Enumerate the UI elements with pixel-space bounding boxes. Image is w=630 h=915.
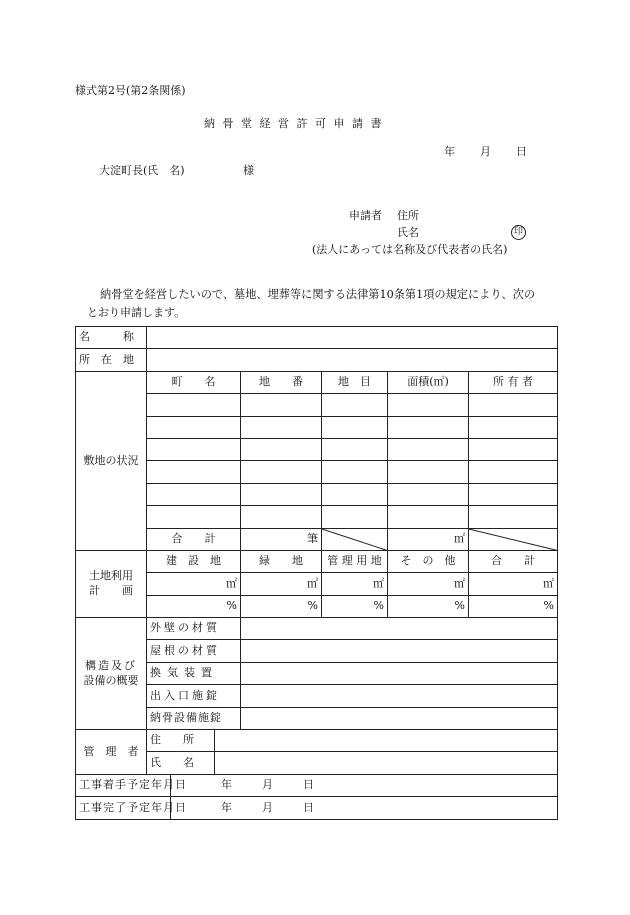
site-lot-cell[interactable] [241, 394, 322, 416]
structure-label-line-1: 構造及び [85, 658, 137, 672]
site-area-cell[interactable] [388, 394, 469, 416]
end-month: 月 [262, 800, 273, 814]
land-use-area-cell[interactable] [147, 573, 241, 595]
corporate-note: (法人にあっては名称及び代表者の氏名) [312, 243, 508, 256]
seal-mark [511, 225, 526, 240]
application-form-table [75, 326, 558, 820]
site-row [76, 483, 558, 505]
site-town-cell[interactable] [147, 506, 241, 528]
percent-unit: % [543, 599, 554, 613]
honorific: 様 [243, 164, 254, 177]
seal-icon: 印 [511, 225, 526, 240]
site-area-cell[interactable] [388, 461, 469, 483]
site-total-row [76, 528, 558, 550]
site-row [76, 416, 558, 438]
structure-item-label: 出入口施錠 [147, 685, 241, 707]
structure-label-line-2: 設備の概要 [83, 673, 139, 687]
site-town-cell[interactable] [147, 461, 241, 483]
land-use-header-green: 緑 地 [241, 550, 322, 572]
site-area-cell[interactable] [388, 416, 469, 438]
land-use-label-line-1: 土地利用 [89, 569, 133, 583]
land-use-area-cell[interactable] [241, 573, 322, 595]
land-use-percent-row [76, 595, 558, 617]
structure-item-field[interactable] [241, 662, 558, 684]
date-day: 日 [516, 145, 527, 158]
structure-item-label: 納骨設備施錠 [147, 707, 241, 729]
site-owner-cell[interactable] [469, 394, 558, 416]
land-use-area-row [76, 573, 558, 595]
site-owner-cell[interactable] [469, 438, 558, 460]
structure-item-label: 換気装置 [147, 662, 241, 684]
body-text-line-1: 納骨堂を経営したいので、墓地、埋葬等に関する法律第10条第1項の規定により、次の [100, 288, 536, 301]
site-area-cell[interactable] [388, 483, 469, 505]
structure-label [76, 618, 147, 730]
site-label: 敷地の状況 [76, 371, 147, 550]
site-row [76, 506, 558, 528]
site-area-cell[interactable] [388, 506, 469, 528]
start-year: 年 [221, 778, 232, 792]
land-use-header-total: 合 計 [469, 550, 558, 572]
land-use-area-cell[interactable] [469, 573, 558, 595]
site-total-label: 合 計 [147, 528, 241, 550]
manager-address-field[interactable] [215, 730, 558, 752]
site-category-cell[interactable] [322, 461, 388, 483]
structure-item-field[interactable] [241, 618, 558, 640]
site-lot-cell[interactable] [241, 483, 322, 505]
site-town-cell[interactable] [147, 483, 241, 505]
land-use-label-line-2: 計 画 [89, 583, 133, 597]
site-lot-cell[interactable] [241, 438, 322, 460]
land-use-header-management: 管 理 用 地 [322, 550, 388, 572]
site-lot-cell[interactable] [241, 461, 322, 483]
site-town-cell[interactable] [147, 416, 241, 438]
date-year: 年 [444, 145, 455, 158]
body-text-line-2: とおり申請します。 [87, 306, 186, 319]
site-row [76, 461, 558, 483]
structure-item-field[interactable] [241, 685, 558, 707]
end-year: 年 [221, 800, 232, 814]
location-row-label: 所 在 地 [76, 349, 147, 371]
site-total-owner-blank [469, 528, 558, 550]
land-use-label [76, 550, 147, 617]
site-category-cell[interactable] [322, 416, 388, 438]
end-day: 日 [303, 800, 314, 814]
structure-item-field[interactable] [241, 707, 558, 729]
addressee: 大淀町長(氏 名) [99, 164, 185, 177]
location-field[interactable] [147, 349, 558, 371]
name-label: 氏名 [397, 226, 419, 239]
land-use-percent-cell[interactable] [388, 595, 469, 617]
manager-address-label: 住 所 [147, 730, 215, 752]
area-unit: ㎡ [454, 576, 465, 590]
site-header-category: 地 目 [322, 371, 388, 393]
construction-end-date[interactable] [171, 797, 558, 819]
site-row [76, 438, 558, 460]
site-owner-cell[interactable] [469, 506, 558, 528]
manager-label: 管 理 者 [76, 730, 147, 775]
land-use-percent-cell[interactable] [241, 595, 322, 617]
site-lot-cell[interactable] [241, 416, 322, 438]
name-field[interactable] [147, 327, 558, 349]
site-row [76, 394, 558, 416]
structure-item-field[interactable] [241, 640, 558, 662]
area-unit: ㎡ [226, 576, 237, 590]
applicant-label: 申請者 [349, 209, 382, 222]
manager-name-field[interactable] [215, 752, 558, 774]
land-use-percent-cell[interactable] [147, 595, 241, 617]
site-header-area: 面積(㎡) [388, 371, 469, 393]
site-owner-cell[interactable] [469, 416, 558, 438]
site-header-owner: 所 有 者 [469, 371, 558, 393]
area-unit: ㎡ [454, 531, 465, 545]
area-unit: ㎡ [307, 576, 318, 590]
site-lot-cell[interactable] [241, 506, 322, 528]
land-use-header-other: そ の 他 [388, 550, 469, 572]
land-use-percent-cell[interactable] [322, 595, 388, 617]
site-total-area[interactable] [388, 528, 469, 550]
date-month: 月 [480, 145, 491, 158]
site-total-parcels[interactable] [241, 528, 322, 550]
site-owner-cell[interactable] [469, 483, 558, 505]
land-use-percent-cell[interactable] [469, 595, 558, 617]
site-owner-cell[interactable] [469, 461, 558, 483]
land-use-area-cell[interactable] [322, 573, 388, 595]
name-row-label: 名 称 [76, 327, 147, 349]
form-number: 様式第2号(第2条関係) [75, 84, 186, 97]
site-header-lot: 地 番 [241, 371, 322, 393]
site-town-cell[interactable] [147, 394, 241, 416]
structure-item-label: 外壁の材質 [147, 618, 241, 640]
site-category-cell[interactable] [322, 438, 388, 460]
parcel-unit: 筆 [307, 531, 318, 545]
area-unit: ㎡ [543, 576, 554, 590]
site-area-cell[interactable] [388, 438, 469, 460]
manager-name-label: 氏 名 [147, 752, 215, 774]
structure-item-label: 屋根の材質 [147, 640, 241, 662]
land-use-header-building: 建 設 地 [147, 550, 241, 572]
site-total-category-blank [322, 528, 388, 550]
construction-start-label: 工事着手予定年月日 [76, 774, 171, 796]
diagonal-line-icon [469, 529, 557, 550]
percent-unit: % [373, 599, 384, 613]
address-label: 住所 [397, 209, 419, 222]
percent-unit: % [454, 599, 465, 613]
site-category-cell[interactable] [322, 394, 388, 416]
start-month: 月 [262, 778, 273, 792]
document-title: 納 骨 堂 経 営 許 可 申 請 書 [204, 117, 384, 130]
construction-end-label: 工事完了予定年月日 [76, 797, 171, 819]
site-header-town: 町 名 [147, 371, 241, 393]
construction-start-date[interactable] [171, 774, 558, 796]
percent-unit: % [226, 599, 237, 613]
land-use-area-cell[interactable] [388, 573, 469, 595]
diagonal-line-icon [322, 529, 387, 550]
site-category-cell[interactable] [322, 483, 388, 505]
start-day: 日 [303, 778, 314, 792]
site-category-cell[interactable] [322, 506, 388, 528]
area-unit: ㎡ [373, 576, 384, 590]
percent-unit: % [307, 599, 318, 613]
site-town-cell[interactable] [147, 438, 241, 460]
